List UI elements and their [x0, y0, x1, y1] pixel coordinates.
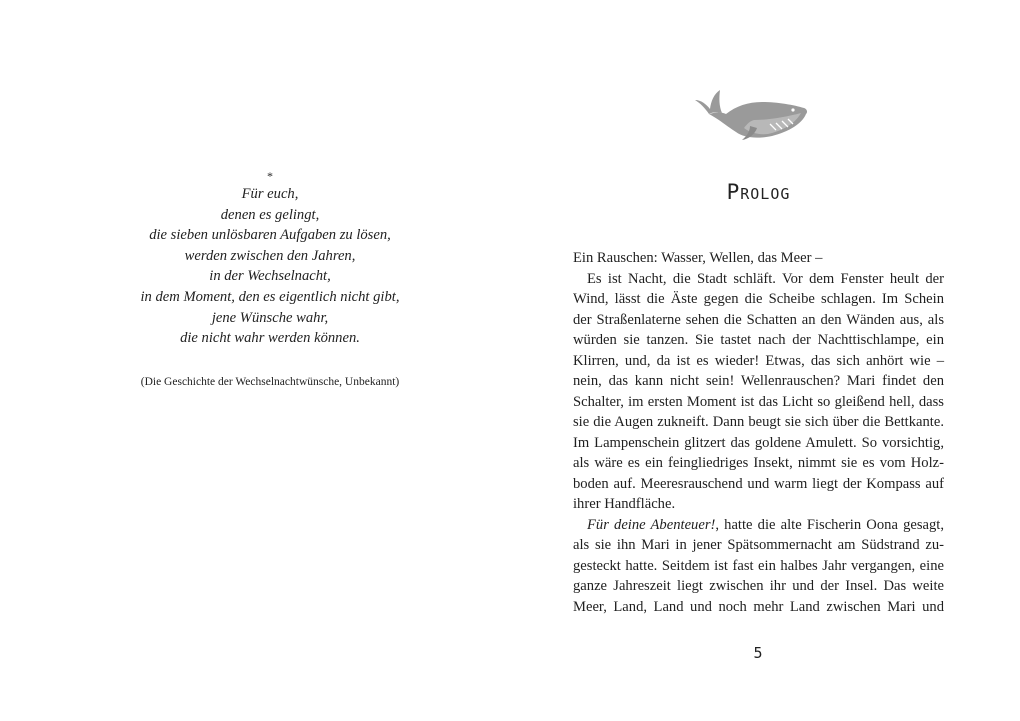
text-line-rest: , hatte die alte Fischerin Oona gesagt, [715, 516, 944, 533]
dedication-line: werden zwischen den Jahren, [184, 247, 356, 264]
dedication-line: die sieben unlösbaren Aufgaben zu lösen, [149, 227, 391, 244]
dedication-line: die nicht wahr werden können. [180, 330, 360, 347]
quoted-phrase: Für deine Abenteuer! [587, 516, 716, 533]
text-line: ganze Jahreszeit liegt zwischen ihr und der Insel. Das weite [573, 578, 944, 594]
text-line: Schalter, im ersten Moment ist das Licht so gleißend hell, dass [573, 393, 944, 410]
dedication [100, 168, 440, 349]
text-line: sie die Augen zukneift. Dann beugt sie sich über die Bettkante. [573, 414, 944, 430]
asterisk-ornament: * [267, 169, 273, 183]
text-line: als sie ihn Mari in jener Spätsommernacht am Südstrand zu- [573, 537, 944, 553]
dedication-line: in der Wechselnacht, [209, 268, 331, 285]
dedication-line: in dem Moment, den es eigentlich nicht gibt, [140, 288, 400, 305]
text-line: nein, das kann nicht sein! Wellenrauschen? Mari findet den [573, 373, 944, 389]
text-line: gesteckt hatte. Seitdem ist fast ein halbes Jahr vergangen, eine [573, 557, 944, 574]
dedication-line: Für euch, [241, 186, 299, 202]
dedication-line: denen es gelingt, [220, 206, 320, 223]
text-line: Es ist Nacht, die Stadt schläft. Vor dem Fenster heult der [587, 270, 944, 287]
whale-icon [692, 86, 810, 142]
text-line [573, 515, 944, 536]
text-line: Im Lampenschein glitzert das goldene Amulett. So vorsichtig, [573, 434, 944, 451]
text-line: Meer, Land, Land und noch mehr Land zwischen Mari und [573, 598, 944, 615]
text-line: als wäre es ein feingliedriges Insekt, nimmt sie es vom Holz- [573, 455, 944, 471]
page-number: 5 [753, 644, 763, 662]
text-line: ihrer Handfläche. [573, 496, 676, 512]
text-line: Ein Rauschen: Wasser, Wellen, das Meer – [573, 250, 823, 266]
text-line: Wind, lässt die Äste gegen die Scheibe schlagen. Im Schein [573, 291, 944, 307]
dedication-line: jene Wünsche wahr, [211, 309, 329, 326]
text-line: der Straßenlaterne sehen die Schatten an den Wänden aus, als [573, 311, 944, 328]
dedication-source: (Die Geschichte der Wechselnachtwünsche, Unbekannt) [140, 376, 400, 388]
prologue-text [573, 248, 944, 617]
text-line: würden sie tanzen. Sie tastet nach der Nachttischlampe, ein [573, 332, 944, 348]
text-line: Klirren, und, da ist es wieder! Etwas, das sich anhört wie – [573, 352, 944, 369]
chapter-title: Prolog [726, 180, 791, 204]
text-line: boden auf. Meeresrauschend und warm liegt der Kompass auf [573, 475, 944, 492]
